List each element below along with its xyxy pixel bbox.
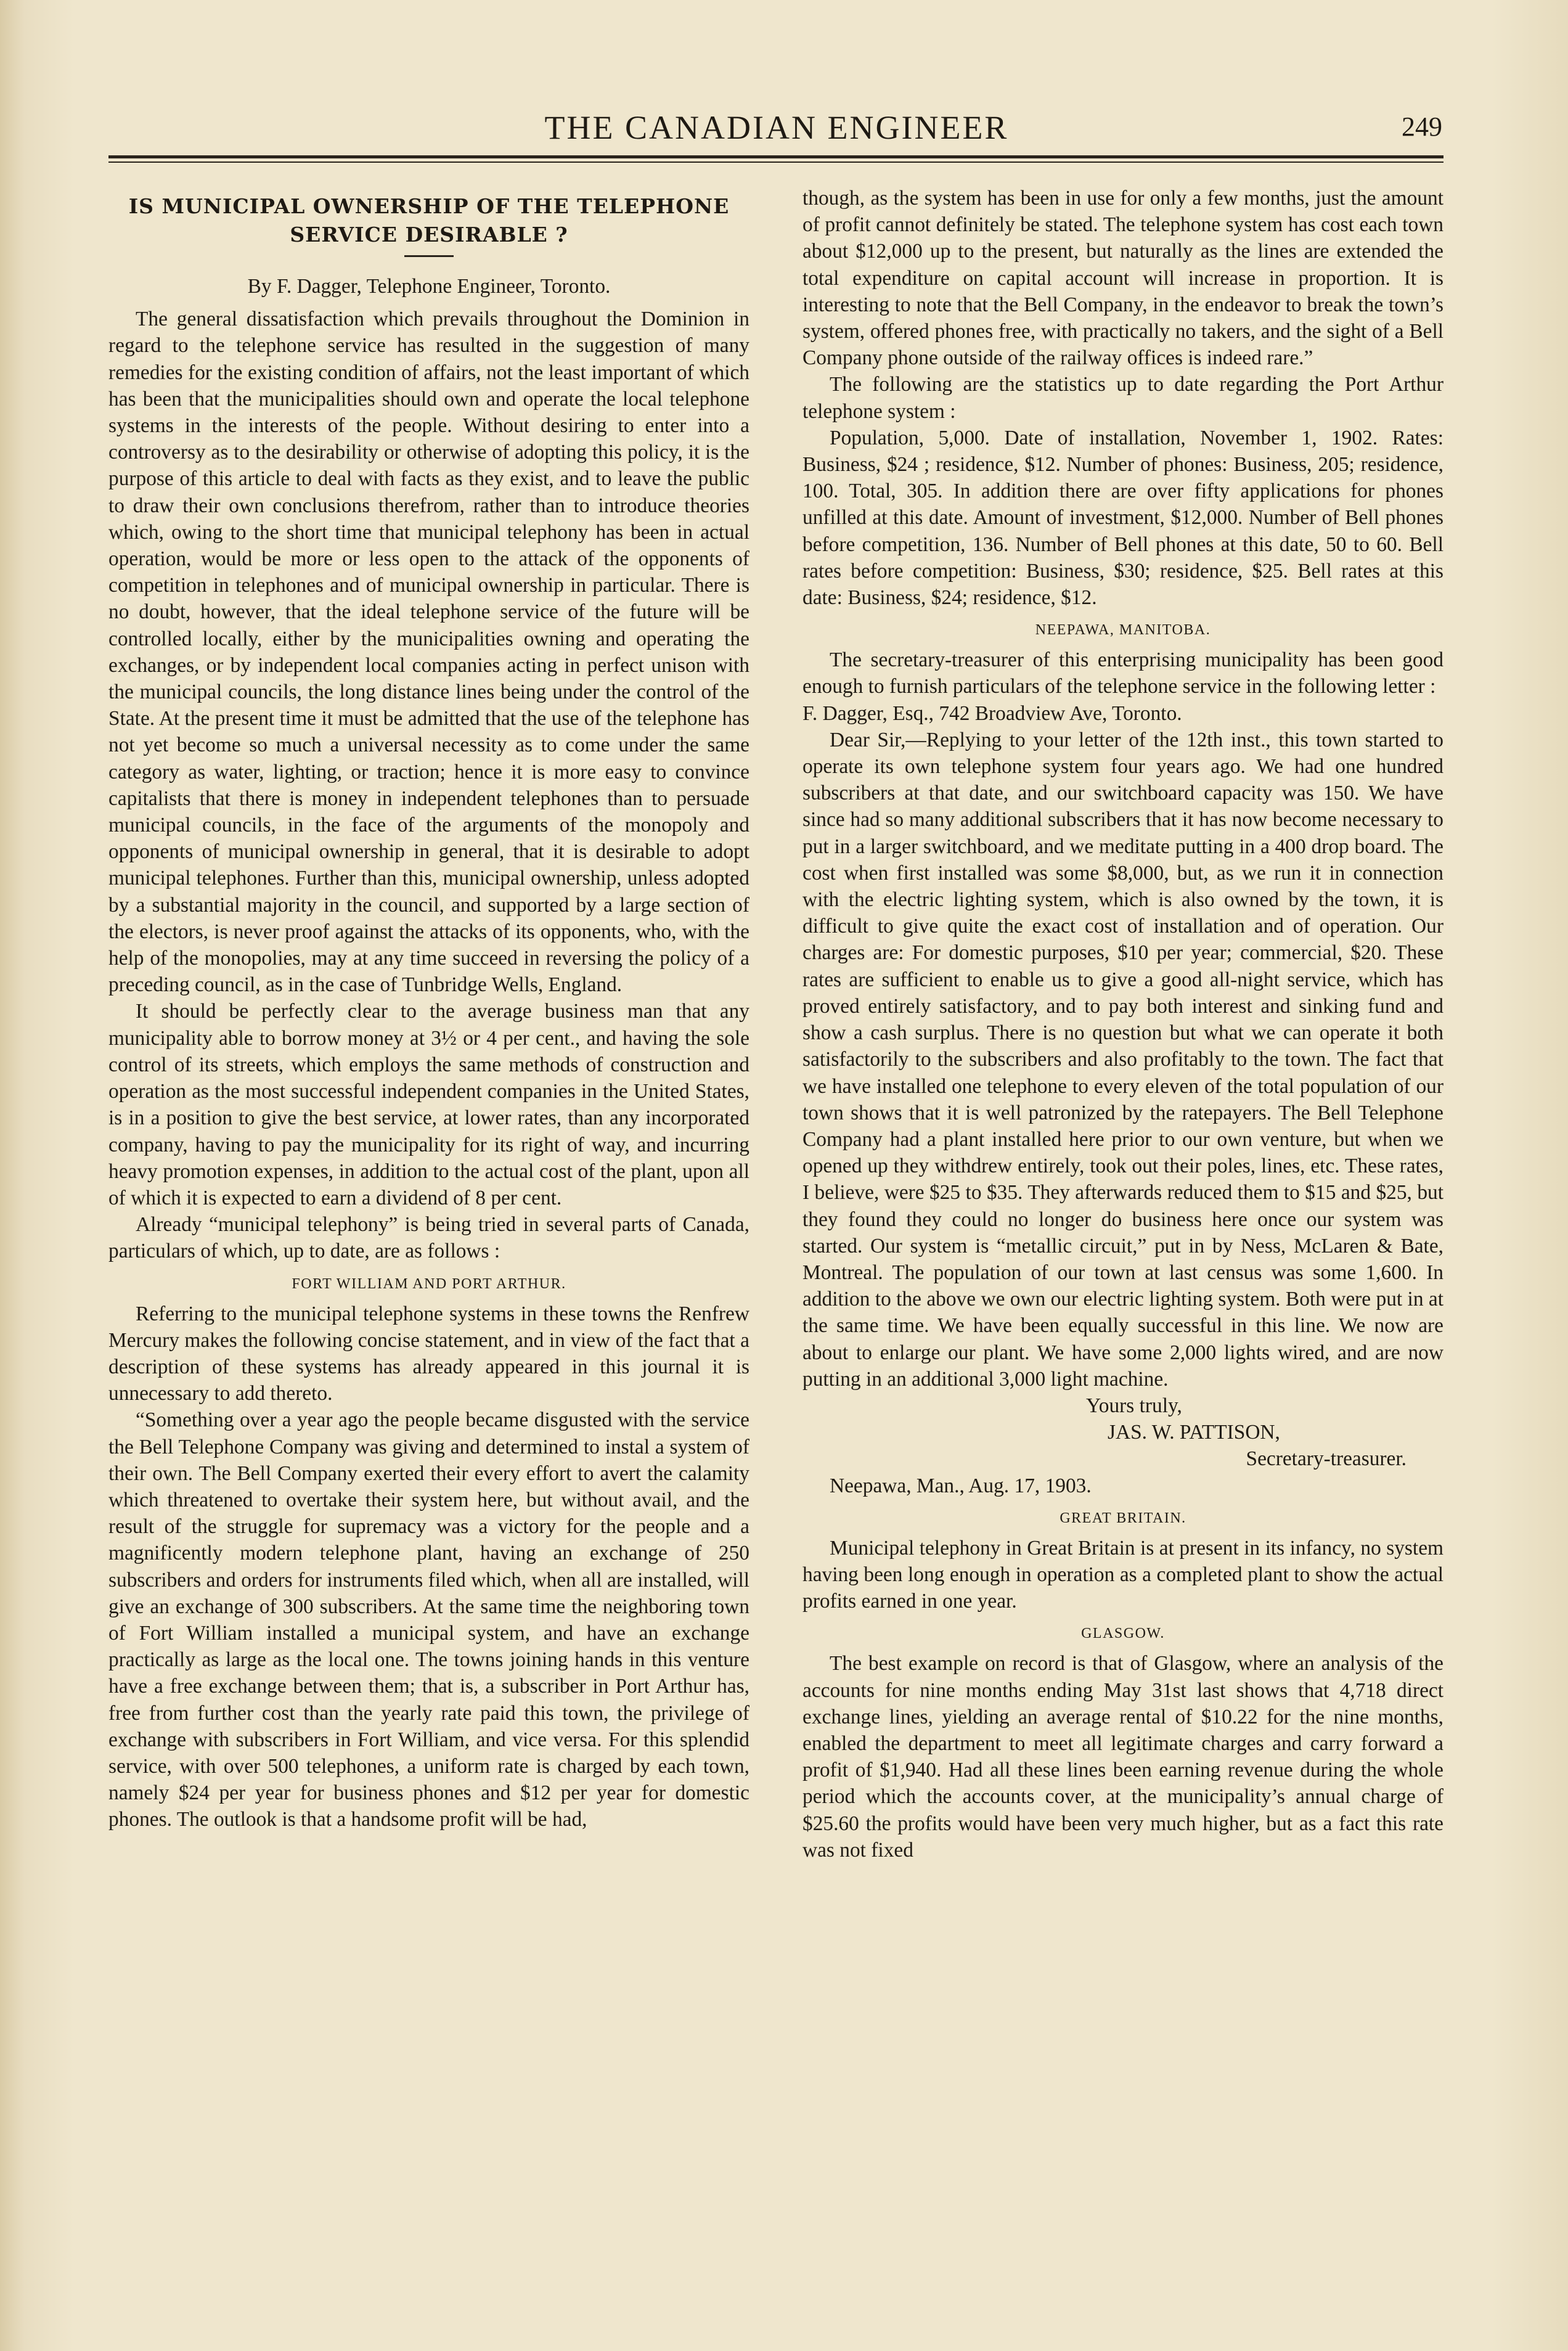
letter-body: Dear Sir,—Replying to your letter of the 12th inst., this town started to operate its own telephone system four years ago. We had one hundred subscribers at that date, and our switchboard capacity was 150. We have since had so many additional subscribers that it has now become necessary to put in a larger switchboard, and we meditate putting in a 400 drop board. The cost when first installed was some $8,000, but, as we run it in connection with the electric lighting system, which is also owned by the town, it is difficult to give quite the exact cost of installation and of operation. Our charges are: For domestic purposes, $10 per year; commercial, $20. These rates are sufficient to enable us to give a good all-night service, which has proved entirely satisfactory, and to pay both interest and sinking fund and show a cash surplus. There is no question but what we can operate it both satisfactorily to the subscribers and also profitably to the town. The fact that we have installed one telephone to every eleven of the total population of our town shows that it is well patronized by the ratepayers. The Bell Telephone Company had a plant installed here prior to our own venture, but when we opened up they withdrew entirely, took out their poles, lines, etc. These rates, I believe, were $25 to $35. They afterwards reduced them to $15 and $25, but they found they could no longer do business here once our system was started. Our system is “metallic circuit,” put in by Ness, McLaren & Bate, Montreal. The population of our town at last census was some 1,600. In addition to the above we own our electric lighting system. Both were put in at the same time. We have been equally successful in this line. We now are about to enlarge our plant. We have some 2,000 lights wired, and are now putting in an additional 3,000 light machine. — [802, 728, 1443, 1391]
title-divider — [404, 255, 454, 257]
paragraph: “Something over a year ago the people became disgusted with the service the Bell Telephone Company was giving and determined to instal a system of their own. The Bell Company exerted their every effort to avert the calamity which threatened to overtake their system here, but without avail, and the result of the struggle for supremacy was a victory for the people and a magnificently modern telephone plant, having an exchange of 250 subscribers and orders for instruments filed which, when all are installed, will give an exchange of 300 subscribers. At the same time the neighboring town of Fort William installed a municipal system, and have an exchange practically as large as the local one. The towns joining hands in this venture have a free exchange between them; that is, a subscriber in Port Arthur has, free from further cost than the yearly rate paid this town, the privilege of exchange with subscribers in Fort William, and vice versa. For this splendid service, with over 500 telephones, a uniform rate is charged by each town, namely $24 per year for business phones and $12 per year for domestic phones. The outlook is that a handsome profit will be had, — [108, 1409, 749, 1831]
section-heading: GLASGOW. — [1081, 1625, 1165, 1642]
letter-signer-title: Secretary-treasurer. — [1246, 1447, 1407, 1471]
section-heading: FORT WILLIAM AND PORT ARTHUR. — [292, 1275, 566, 1292]
byline: By F. Dagger, Telephone Engineer, Toronto. — [247, 275, 611, 298]
header-rule — [108, 155, 1443, 158]
paragraph: Municipal telephony in Great Britain is at present in its infancy, no system having been long enough in operation as a completed plant to show the actual profits earned in one year. — [802, 1536, 1443, 1613]
paragraph: The following are the statistics up to date regarding the Port Arthur telephone system : — [802, 373, 1443, 423]
paragraph: It should be perfectly clear to the average business man that any municipality able to borrow money at 3½ or 4 per cent., and having the sole control of its streets, which employs the same methods of construction and operation as the most successful independent companies in the United States, is in a position to give the best service, at lower rates, than any incorporated company, having to pay the municipality for its right of way, and incurring heavy promotion expenses, in addition to the actual cost of the plant, upon all of which it is expected to earn a dividend of 8 per cent. — [108, 1000, 749, 1209]
letter-signer: JAS. W. PATTISON, — [1108, 1421, 1280, 1444]
section-heading: GREAT BRITAIN. — [1060, 1510, 1186, 1526]
letter-dateline: Neepawa, Man., Aug. 17, 1903. — [830, 1474, 1092, 1497]
running-header — [111, 108, 1442, 152]
paragraph: The best example on record is that of Glasgow, where an analysis of the accounts for nine months ending May 31st last shows that 4,718 direct exchange lines, yielding an average rental of $10.22 for the nine months, enabled the department to meet all legitimate charges and carry forward a profit of $1,940. Had all these lines been earning revenue during the whole period which the accounts cover, at the municipality’s annual charge of $25.60 the profits would have been very much higher, but as a fact this rate was not fixed — [802, 1652, 1443, 1862]
journal-title: THE CANADIAN ENGINEER — [544, 109, 1009, 146]
letter-address: F. Dagger, Esq., 742 Broadview Ave, Toronto. — [802, 701, 1182, 725]
paragraph: The general dissatisfaction which prevails throughout the Dominion in regard to the telephone service has resulted in the suggestion of many remedies for the existing condition of affairs, not the least important of which has been that the municipalities should own and operate the local telephone systems in the interests of the people. Without desiring to enter into a controversy as to the desirability or otherwise of adopting this policy, it is the purpose of this article to deal with facts as they exist, and to leave the public to draw their own conclusions therefrom, rather than to introduce theories which, owing to the short time that municipal telephony has been in actual operation, would be more or less open to the attack of the opponents of competition in telephones and of municipal ownership in particular. There is no doubt, however, that the ideal telephone service of the future will be controlled locally, either by the municipalities owning and operating the exchanges, or by independent local companies acting in perfect unison with the municipal councils, the long distance lines being under the control of the State. At the present time it must be admitted that the use of the telephone has not yet become so much a universal necessity as to come under the same category as water, lighting, or traction; hence it is more easy to convince capitalists that there is money in independent telephones than to persuade municipal councils, in the face of the arguments of the monopoly and opponents of municipal ownership in general, that it is desirable to adopt municipal telephones. Further than this, municipal ownership, unless adopted by a substantial majority in the council, and supported by a large section of the electors, is never proof against the attacks of its opponents, who, with the help of the monopolies, may at any time succeed in reversing the policy of a preceding council, as in the case of Tunbridge Wells, England. — [108, 308, 749, 997]
page-number: 249 — [1402, 112, 1442, 142]
paragraph: Referring to the municipal telephone systems in these towns the Renfrew Mercury makes the following concise statement, and in view of the fact that a description of these systems has already appeared in this journal it is unnecessary to add thereto. — [108, 1302, 749, 1405]
paragraph: though, as the system has been in use for only a few months, just the amount of profit cannot definitely be stated. The telephone system has cost each town about $12,000 up to the present, but naturally as the lines are extended the total expenditure on capital account will increase in proportion. It is interesting to note that the Bell Company, in the endeavor to break the town’s system, offered phones free, with practically no takers, and the sight of a Bell Company phone outside of the railway offices is indeed rare.” — [802, 187, 1443, 370]
right-column — [802, 185, 1443, 1863]
paragraph: The secretary-treasurer of this enterprising municipality has been good enough to furnish particulars of the telephone service in the following letter : — [802, 648, 1443, 698]
paragraph: Already “municipal telephony” is being tried in several parts of Canada, particulars of which, up to date, are as follows : — [108, 1213, 749, 1263]
header-rule-thin — [108, 162, 1443, 163]
section-heading: NEEPAWA, MANITOBA. — [1035, 622, 1211, 639]
left-column — [108, 185, 749, 1833]
letter-closing: Yours truly, — [1086, 1394, 1182, 1417]
letter-signature — [802, 1392, 1443, 1499]
article-title: IS MUNICIPAL OWNERSHIP OF THE TELEPHONE SERVICE DESIRABLE ? — [128, 194, 730, 247]
statistics-paragraph: Population, 5,000. Date of installation, November 1, 1902. Rates: Business, $24 ; residence, $12. Number of phones: Business, 205; residence, 100. Total, 305. In addition there are over fifty applications for phones unfilled at this date. Amount of investment, $12,000. Number of Bell phones before competition, 136. Number of Bell phones at this date, 50 to 60. Bell rates before competition: Business, $30; residence, $25. Bell rates at this date: Business, $24; residence, $12. — [802, 426, 1443, 610]
